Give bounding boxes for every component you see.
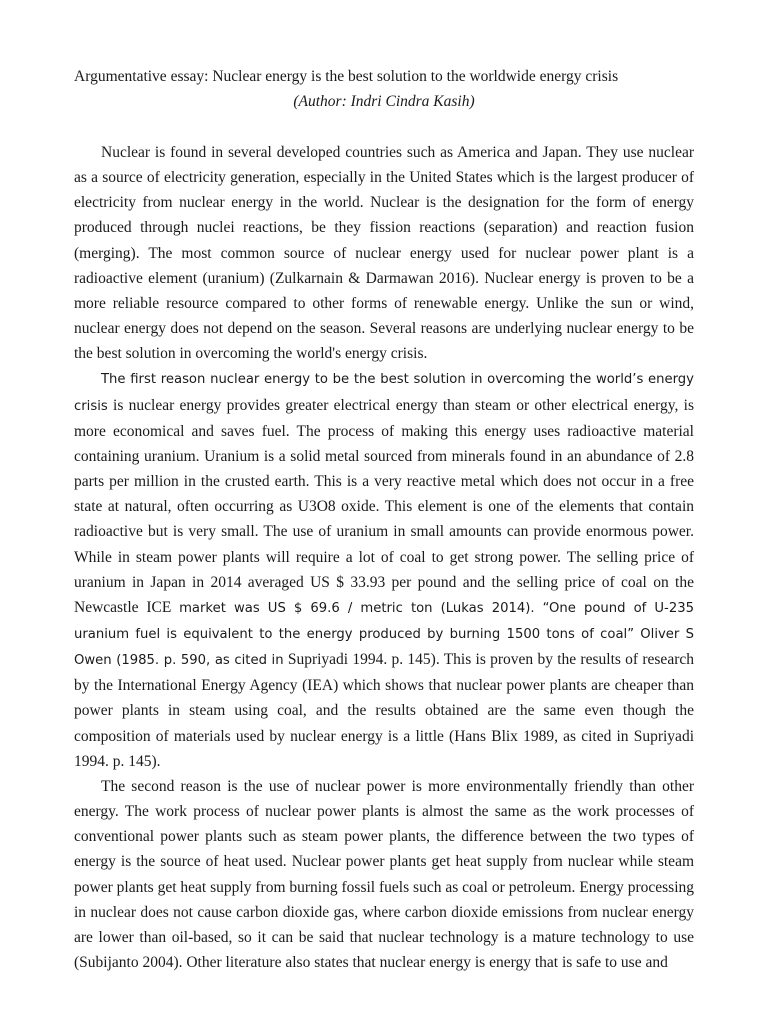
paragraph-1-text: Nuclear is found in several developed countries such as America and Japan. They use nuclear as a source of electricity generation, especially in the United States which is the largest producer of electricity from nuclear energy in the world. Nuclear is the designation for the form of energy produced through nuclei reactions, be they fission reactions (separation) and reaction fusion (merging). The most common source of nuclear energy used for nuclear power plant is a radioactive element (uranium) (Zulkarnain & Darmawan 2016). Nuclear energy is proven to be a more reliable resource compared to other forms of renewable energy. Unlike the sun or wind, nuclear energy does not depend on the season. Several reasons are underlying nuclear energy to be the best solution in overcoming the world's energy crisis.: [74, 144, 694, 363]
paragraph-1: [74, 140, 694, 366]
paragraph-2-quote: market was US $ 69.6 / metric ton (Lukas 2014). “One pound of U-235 uranium fuel is equivalent to the energy produced by burning 1500 tons of coal” Oliver S Owen (1985. p. 590, as cited in: [74, 600, 694, 669]
paragraph-2: [74, 366, 694, 774]
paragraph-2-text: is nuclear energy provides greater electrical energy than steam or other electrical energy, is more economical and saves fuel. The process of making this energy uses radioactive material containing uranium. Uranium is a solid metal sourced from minerals found in an abundance of 2.8 parts per million in the crusted earth. This is a very reactive metal which does not occur in a free state at natural, often occurring as U3O8 oxide. This element is one of the elements that contain radioactive but is very small. The use of uranium in small amounts can provide enormous power. While in steam power plants will require a lot of coal to get strong power. The selling price of uranium in Japan in 2014 averaged US $ 33.93 per pound and the selling price of coal on the Newcastle ICE: [74, 396, 694, 616]
author-line: (Author: Indri Cindra Kasih): [293, 93, 475, 110]
paragraph-2-opening: The first reason nuclear energy to be the best solution in overcoming the world’s energy crisis: [74, 372, 694, 414]
paragraph-3-text: The second reason is the use of nuclear power is more environmentally friendly than other energy. The work process of nuclear power plants is almost the same as the work processes of conventional power plants such as steam power plants, the difference between the two types of energy is the source of heat used. Nuclear power plants get heat supply from nuclear while steam power plants get heat supply from burning fossil fuels such as coal or petroleum. Energy processing in nuclear does not cause carbon dioxide gas, where carbon dioxide emissions from nuclear energy are lower than oil-based, so it can be said that nuclear technology is a mature technology to use (Subijanto 2004). Other literature also states that nuclear energy is energy that is safe to use and: [74, 777, 694, 971]
essay-body: [74, 140, 694, 975]
paragraph-2-continuation: Supriyadi 1994. p. 145). This is proven by the results of research by the International Energy Agency (IEA) which shows that nuclear power plants are cheaper than power plants in steam using coal, and the results obtained are the same even though the composition of materials used by nuclear energy is a little (Hans Blix 1989, as cited in Supriyadi 1994. p. 145).: [74, 651, 694, 770]
essay-title: Argumentative essay: Nuclear energy is the best solution to the worldwide energy crisis: [74, 68, 619, 85]
paragraph-3: [74, 774, 694, 975]
